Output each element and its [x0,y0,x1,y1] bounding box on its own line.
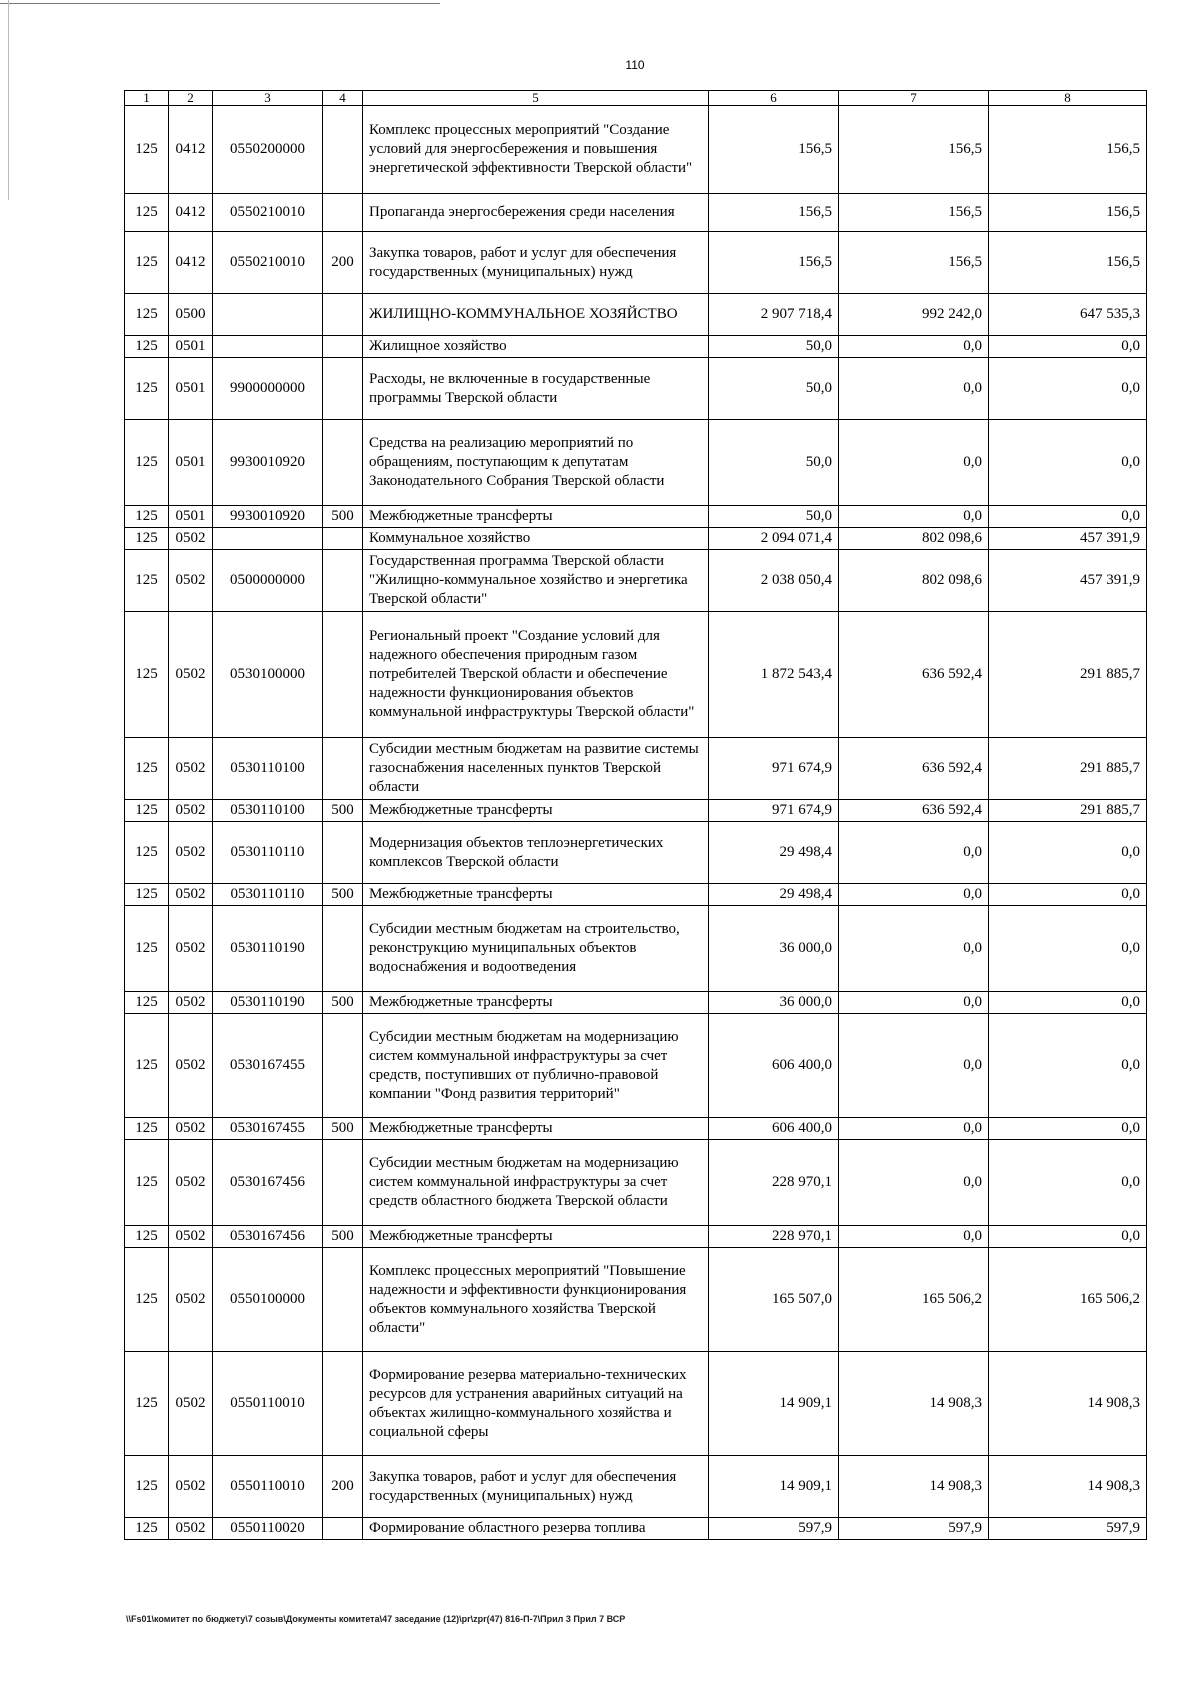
column-header-3: 3 [213,91,323,106]
cell-ministry-code: 125 [125,1248,169,1352]
cell-target-article: 0530110110 [213,884,323,906]
table-row [125,506,1147,528]
cell-section-code: 0502 [169,992,213,1014]
cell-description: Расходы, не включенные в государственные программы Тверской области [363,358,709,420]
cell-amount-year2: 0,0 [839,506,989,528]
cell-description: Комплекс процессных мероприятий "Создание условий для энергосбережения и повышения энергетической эффективности Тверской области" [363,106,709,194]
table-row [125,550,1147,612]
cell-section-code: 0502 [169,906,213,992]
cell-target-article: 0530110100 [213,738,323,800]
cell-amount-year2: 0,0 [839,906,989,992]
cell-description: Формирование областного резерва топлива [363,1518,709,1540]
cell-ministry-code: 125 [125,1226,169,1248]
cell-amount-year1: 50,0 [709,420,839,506]
cell-section-code: 0502 [169,800,213,822]
cell-target-article [213,528,323,550]
cell-amount-year2: 0,0 [839,420,989,506]
cell-description: Средства на реализацию мероприятий по обращениям, поступающим к депутатам Законодательного Собрания Тверской области [363,420,709,506]
cell-amount-year1: 29 498,4 [709,822,839,884]
cell-expense-type: 500 [323,1226,363,1248]
cell-ministry-code: 125 [125,106,169,194]
cell-description: Региональный проект "Создание условий для надежного обеспечения природным газом потребителей Тверской области и обеспечение надежности функционирования объектов коммунальной инфраструктуры Тверской области" [363,612,709,738]
cell-amount-year3: 457 391,9 [989,550,1147,612]
cell-description: Государственная программа Тверской области "Жилищно-коммунальное хозяйство и энергетика Тверской области" [363,550,709,612]
cell-ministry-code: 125 [125,1352,169,1456]
cell-amount-year1: 156,5 [709,106,839,194]
table-row [125,528,1147,550]
cell-target-article: 0530110110 [213,822,323,884]
table-row [125,1518,1147,1540]
cell-amount-year3: 156,5 [989,194,1147,232]
cell-ministry-code: 125 [125,358,169,420]
cell-expense-type [323,358,363,420]
cell-amount-year2: 636 592,4 [839,612,989,738]
cell-amount-year1: 50,0 [709,506,839,528]
cell-amount-year1: 1 872 543,4 [709,612,839,738]
cell-section-code: 0501 [169,420,213,506]
cell-amount-year3: 647 535,3 [989,294,1147,336]
cell-target-article: 0550210010 [213,194,323,232]
cell-amount-year2: 0,0 [839,1226,989,1248]
cell-expense-type [323,822,363,884]
cell-amount-year2: 14 908,3 [839,1352,989,1456]
cell-description: Закупка товаров, работ и услуг для обеспечения государственных (муниципальных) нужд [363,232,709,294]
cell-expense-type [323,528,363,550]
cell-description: ЖИЛИЩНО-КОММУНАЛЬНОЕ ХОЗЯЙСТВО [363,294,709,336]
cell-section-code: 0501 [169,336,213,358]
cell-amount-year2: 636 592,4 [839,800,989,822]
cell-expense-type: 500 [323,506,363,528]
cell-amount-year3: 0,0 [989,336,1147,358]
cell-amount-year3: 14 908,3 [989,1456,1147,1518]
cell-description: Закупка товаров, работ и услуг для обеспечения государственных (муниципальных) нужд [363,1456,709,1518]
cell-expense-type: 500 [323,992,363,1014]
cell-amount-year1: 597,9 [709,1518,839,1540]
cell-section-code: 0412 [169,232,213,294]
column-number-row [125,91,1147,106]
cell-ministry-code: 125 [125,232,169,294]
table-row [125,1248,1147,1352]
cell-target-article: 0530100000 [213,612,323,738]
cell-ministry-code: 125 [125,550,169,612]
cell-section-code: 0502 [169,1140,213,1226]
cell-target-article: 0550110020 [213,1518,323,1540]
cell-target-article: 0550110010 [213,1352,323,1456]
column-header-5: 5 [363,91,709,106]
cell-target-article: 0530110100 [213,800,323,822]
cell-amount-year2: 597,9 [839,1518,989,1540]
cell-amount-year3: 0,0 [989,992,1147,1014]
cell-amount-year1: 2 907 718,4 [709,294,839,336]
cell-expense-type: 500 [323,800,363,822]
table-row [125,1226,1147,1248]
cell-target-article: 0530110190 [213,992,323,1014]
column-header-7: 7 [839,91,989,106]
column-header-1: 1 [125,91,169,106]
cell-description: Комплекс процессных мероприятий "Повышение надежности и эффективности функционирования объектов коммунального хозяйства Тверской области" [363,1248,709,1352]
cell-amount-year2: 992 242,0 [839,294,989,336]
cell-target-article: 0550100000 [213,1248,323,1352]
cell-amount-year1: 606 400,0 [709,1014,839,1118]
cell-section-code: 0502 [169,1248,213,1352]
table-row [125,800,1147,822]
cell-amount-year2: 0,0 [839,336,989,358]
cell-amount-year3: 0,0 [989,1226,1147,1248]
cell-amount-year2: 14 908,3 [839,1456,989,1518]
cell-amount-year1: 156,5 [709,194,839,232]
cell-ministry-code: 125 [125,800,169,822]
cell-section-code: 0500 [169,294,213,336]
cell-section-code: 0502 [169,1352,213,1456]
table-row [125,1456,1147,1518]
cell-expense-type [323,1140,363,1226]
cell-target-article: 9930010920 [213,420,323,506]
table-body [125,106,1147,1540]
cell-expense-type [323,612,363,738]
cell-amount-year2: 165 506,2 [839,1248,989,1352]
cell-ministry-code: 125 [125,1456,169,1518]
cell-amount-year1: 228 970,1 [709,1140,839,1226]
cell-amount-year3: 0,0 [989,420,1147,506]
cell-target-article [213,294,323,336]
cell-description: Жилищное хозяйство [363,336,709,358]
cell-amount-year1: 29 498,4 [709,884,839,906]
table-row [125,906,1147,992]
cell-amount-year1: 971 674,9 [709,738,839,800]
cell-target-article: 9930010920 [213,506,323,528]
cell-section-code: 0502 [169,550,213,612]
cell-description: Межбюджетные трансферты [363,506,709,528]
cell-ministry-code: 125 [125,1140,169,1226]
cell-description: Модернизация объектов теплоэнергетических комплексов Тверской области [363,822,709,884]
table-row [125,1140,1147,1226]
file-path-footer: \\Fs01\комитет по бюджету\7 созыв\Документы комитета\47 заседание (12)\pr\zpr(47) 816-П-7\Прил 3 Прил 7 ВСР [126,1614,626,1624]
cell-target-article: 0530167456 [213,1140,323,1226]
cell-amount-year3: 0,0 [989,506,1147,528]
cell-target-article: 0550110010 [213,1456,323,1518]
cell-expense-type [323,1014,363,1118]
table-row [125,1014,1147,1118]
cell-amount-year1: 228 970,1 [709,1226,839,1248]
table-row [125,884,1147,906]
cell-amount-year2: 0,0 [839,1118,989,1140]
column-header-4: 4 [323,91,363,106]
cell-amount-year3: 291 885,7 [989,800,1147,822]
cell-target-article: 0550210010 [213,232,323,294]
column-header-6: 6 [709,91,839,106]
cell-section-code: 0502 [169,1226,213,1248]
cell-amount-year3: 0,0 [989,822,1147,884]
cell-ministry-code: 125 [125,612,169,738]
cell-amount-year3: 156,5 [989,106,1147,194]
cell-amount-year1: 165 507,0 [709,1248,839,1352]
cell-amount-year3: 0,0 [989,358,1147,420]
cell-ministry-code: 125 [125,1518,169,1540]
cell-section-code: 0501 [169,506,213,528]
cell-amount-year3: 156,5 [989,232,1147,294]
cell-amount-year3: 0,0 [989,1014,1147,1118]
table-row [125,612,1147,738]
cell-section-code: 0502 [169,822,213,884]
cell-section-code: 0502 [169,612,213,738]
table-row [125,992,1147,1014]
cell-expense-type [323,1352,363,1456]
cell-description: Коммунальное хозяйство [363,528,709,550]
cell-ministry-code: 125 [125,906,169,992]
cell-amount-year3: 0,0 [989,884,1147,906]
cell-target-article: 0530167456 [213,1226,323,1248]
cell-amount-year2: 0,0 [839,992,989,1014]
table-row [125,194,1147,232]
cell-section-code: 0501 [169,358,213,420]
cell-amount-year2: 0,0 [839,1140,989,1226]
cell-expense-type: 200 [323,232,363,294]
cell-amount-year1: 36 000,0 [709,906,839,992]
cell-target-article: 9900000000 [213,358,323,420]
cell-ministry-code: 125 [125,1014,169,1118]
cell-amount-year3: 597,9 [989,1518,1147,1540]
cell-amount-year2: 156,5 [839,194,989,232]
table-row [125,106,1147,194]
cell-ministry-code: 125 [125,738,169,800]
cell-ministry-code: 125 [125,336,169,358]
cell-amount-year3: 165 506,2 [989,1248,1147,1352]
cell-expense-type [323,106,363,194]
cell-amount-year2: 802 098,6 [839,550,989,612]
cell-ministry-code: 125 [125,506,169,528]
cell-amount-year2: 156,5 [839,232,989,294]
cell-target-article [213,336,323,358]
table-row [125,738,1147,800]
cell-target-article: 0550200000 [213,106,323,194]
cell-amount-year1: 2 038 050,4 [709,550,839,612]
table-row [125,1352,1147,1456]
cell-expense-type [323,420,363,506]
cell-amount-year3: 457 391,9 [989,528,1147,550]
cell-amount-year3: 0,0 [989,906,1147,992]
cell-section-code: 0502 [169,738,213,800]
table-row [125,336,1147,358]
cell-amount-year2: 0,0 [839,358,989,420]
cell-ministry-code: 125 [125,528,169,550]
cell-amount-year1: 50,0 [709,358,839,420]
page-number: 110 [625,58,645,72]
cell-amount-year3: 291 885,7 [989,738,1147,800]
cell-ministry-code: 125 [125,294,169,336]
table-row [125,358,1147,420]
table-row [125,232,1147,294]
cell-section-code: 0502 [169,884,213,906]
cell-section-code: 0502 [169,1118,213,1140]
cell-target-article: 0530167455 [213,1014,323,1118]
cell-expense-type [323,294,363,336]
budget-table [124,90,1147,1540]
cell-amount-year1: 2 094 071,4 [709,528,839,550]
cell-amount-year3: 0,0 [989,1118,1147,1140]
cell-target-article: 0530110190 [213,906,323,992]
table-row [125,822,1147,884]
cell-amount-year1: 14 909,1 [709,1456,839,1518]
table-row [125,294,1147,336]
cell-expense-type: 200 [323,1456,363,1518]
cell-expense-type: 500 [323,884,363,906]
cell-expense-type [323,550,363,612]
cell-description: Межбюджетные трансферты [363,1118,709,1140]
cell-amount-year1: 606 400,0 [709,1118,839,1140]
cell-expense-type [323,738,363,800]
cell-amount-year1: 14 909,1 [709,1352,839,1456]
cell-section-code: 0502 [169,528,213,550]
cell-description: Субсидии местным бюджетам на модернизацию систем коммунальной инфраструктуры за счет средств областного бюджета Тверской области [363,1140,709,1226]
cell-ministry-code: 125 [125,1118,169,1140]
cell-target-article: 0530167455 [213,1118,323,1140]
cell-amount-year2: 636 592,4 [839,738,989,800]
cell-ministry-code: 125 [125,420,169,506]
cell-expense-type [323,1518,363,1540]
table-row [125,1118,1147,1140]
scan-artifact-line [0,3,440,4]
cell-amount-year3: 0,0 [989,1140,1147,1226]
cell-section-code: 0502 [169,1456,213,1518]
cell-target-article: 0500000000 [213,550,323,612]
scan-artifact-margin [8,0,9,200]
cell-expense-type [323,336,363,358]
cell-ministry-code: 125 [125,194,169,232]
cell-expense-type [323,906,363,992]
cell-description: Межбюджетные трансферты [363,1226,709,1248]
cell-description: Пропаганда энергосбережения среди населения [363,194,709,232]
cell-expense-type [323,194,363,232]
cell-amount-year1: 156,5 [709,232,839,294]
cell-description: Формирование резерва материально-технических ресурсов для устранения аварийных ситуаций на объектах жилищно-коммунального хозяйства и социальной сферы [363,1352,709,1456]
cell-amount-year1: 50,0 [709,336,839,358]
column-header-8: 8 [989,91,1147,106]
cell-expense-type [323,1248,363,1352]
cell-amount-year2: 0,0 [839,1014,989,1118]
cell-amount-year2: 156,5 [839,106,989,194]
cell-amount-year1: 971 674,9 [709,800,839,822]
cell-description: Межбюджетные трансферты [363,800,709,822]
cell-expense-type: 500 [323,1118,363,1140]
cell-amount-year3: 291 885,7 [989,612,1147,738]
cell-amount-year1: 36 000,0 [709,992,839,1014]
cell-ministry-code: 125 [125,822,169,884]
cell-description: Межбюджетные трансферты [363,992,709,1014]
cell-ministry-code: 125 [125,884,169,906]
cell-ministry-code: 125 [125,992,169,1014]
cell-amount-year2: 0,0 [839,822,989,884]
column-header-2: 2 [169,91,213,106]
cell-description: Субсидии местным бюджетам на развитие системы газоснабжения населенных пунктов Тверской области [363,738,709,800]
table-row [125,420,1147,506]
cell-amount-year2: 802 098,6 [839,528,989,550]
cell-section-code: 0412 [169,194,213,232]
cell-section-code: 0502 [169,1014,213,1118]
cell-section-code: 0412 [169,106,213,194]
cell-description: Субсидии местным бюджетам на модернизацию систем коммунальной инфраструктуры за счет средств, поступивших от публично-правовой компании "Фонд развития территорий" [363,1014,709,1118]
cell-section-code: 0502 [169,1518,213,1540]
cell-description: Субсидии местным бюджетам на строительство, реконструкцию муниципальных объектов водоснабжения и водоотведения [363,906,709,992]
cell-description: Межбюджетные трансферты [363,884,709,906]
cell-amount-year2: 0,0 [839,884,989,906]
cell-amount-year3: 14 908,3 [989,1352,1147,1456]
